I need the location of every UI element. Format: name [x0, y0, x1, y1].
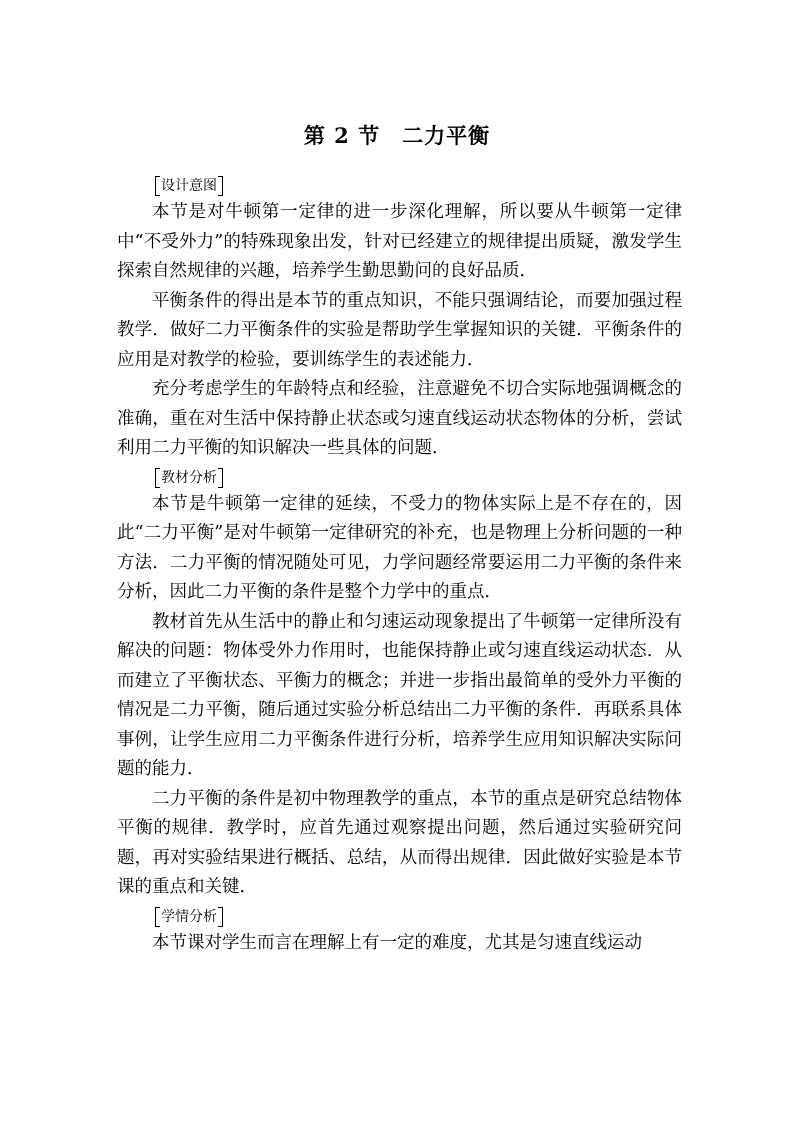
section-tag-design-intent [155, 174, 223, 198]
paragraph: 本节是对牛顿第一定律的进一步深化理解，所以要从牛顿第一定律中“不受外力”的特殊现象出发，针对已经建立的规律提出质疑，激发学生探索自然规律的兴趣，培养学生勤思勤问的良好品质． [117, 202, 682, 281]
bracket-right-icon [218, 176, 223, 196]
document-body [117, 172, 682, 958]
bracket-left-icon [155, 468, 160, 488]
section-tag-label: 教材分析 [161, 469, 217, 486]
paragraph: 平衡条件的得出是本节的重点知识，不能只强调结论，而要加强过程教学．做好二力平衡条件的实验是帮助学生掌握知识的关键．平衡条件的应用是对教学的检验，要训练学生的表述能力． [117, 290, 682, 370]
page-title: 第 2 节 二力平衡 [303, 123, 491, 148]
paragraph: 二力平衡的条件是初中物理教学的重点，本节的重点是研究总结物体平衡的规律．教学时，应首先通过观察提出问题，然后通过实验研究问题，再对实验结果进行概括、总结，从而得出规律．因此做好实验是本节课的重点和关键． [117, 788, 682, 897]
paragraph: 本节课对学生而言在理解上有一定的难度，尤其是匀速直线运动 [152, 932, 642, 953]
section-tag-student-analysis [155, 905, 223, 929]
section-tag-label: 设计意图 [161, 178, 217, 194]
bracket-left-icon [155, 907, 160, 927]
paragraph: 充分考虑学生的年龄特点和经验，注意避免不切合实际地强调概念的准确，重在对生活中保持静止状态或匀速直线运动状态物体的分析，尝试利用二力平衡的知识解决一些具体的问题． [117, 379, 682, 458]
bracket-right-icon [218, 468, 223, 488]
paragraph: 教材首先从生活中的静止和匀速运动现象提出了牛顿第一定律所没有解决的问题：物体受外力作用时，也能保持静止或匀速直线运动状态．从而建立了平衡状态、平衡力的概念；并进一步指出最简单的受外力平衡的情况是二力平衡，随后通过实验分析总结出二力平衡的条件．再联系具体事例，让学生应用二力平衡条件进行分析，培养学生应用知识解决实际问题的能力． [117, 611, 682, 779]
bracket-left-icon [155, 176, 160, 196]
paragraph: 本节是牛顿第一定律的延续，不受力的物体实际上是不存在的，因此“二力平衡”是对牛顿第一定律研究的补充，也是物理上分析问题的一种方法．二力平衡的情况随处可见，力学问题经常要运用二力平衡的条件来分析，因此二力平衡的条件是整个力学中的重点． [117, 493, 682, 602]
section-tag-textbook-analysis [155, 466, 223, 490]
section-tag-label: 学情分析 [161, 908, 217, 925]
bracket-right-icon [218, 907, 223, 927]
